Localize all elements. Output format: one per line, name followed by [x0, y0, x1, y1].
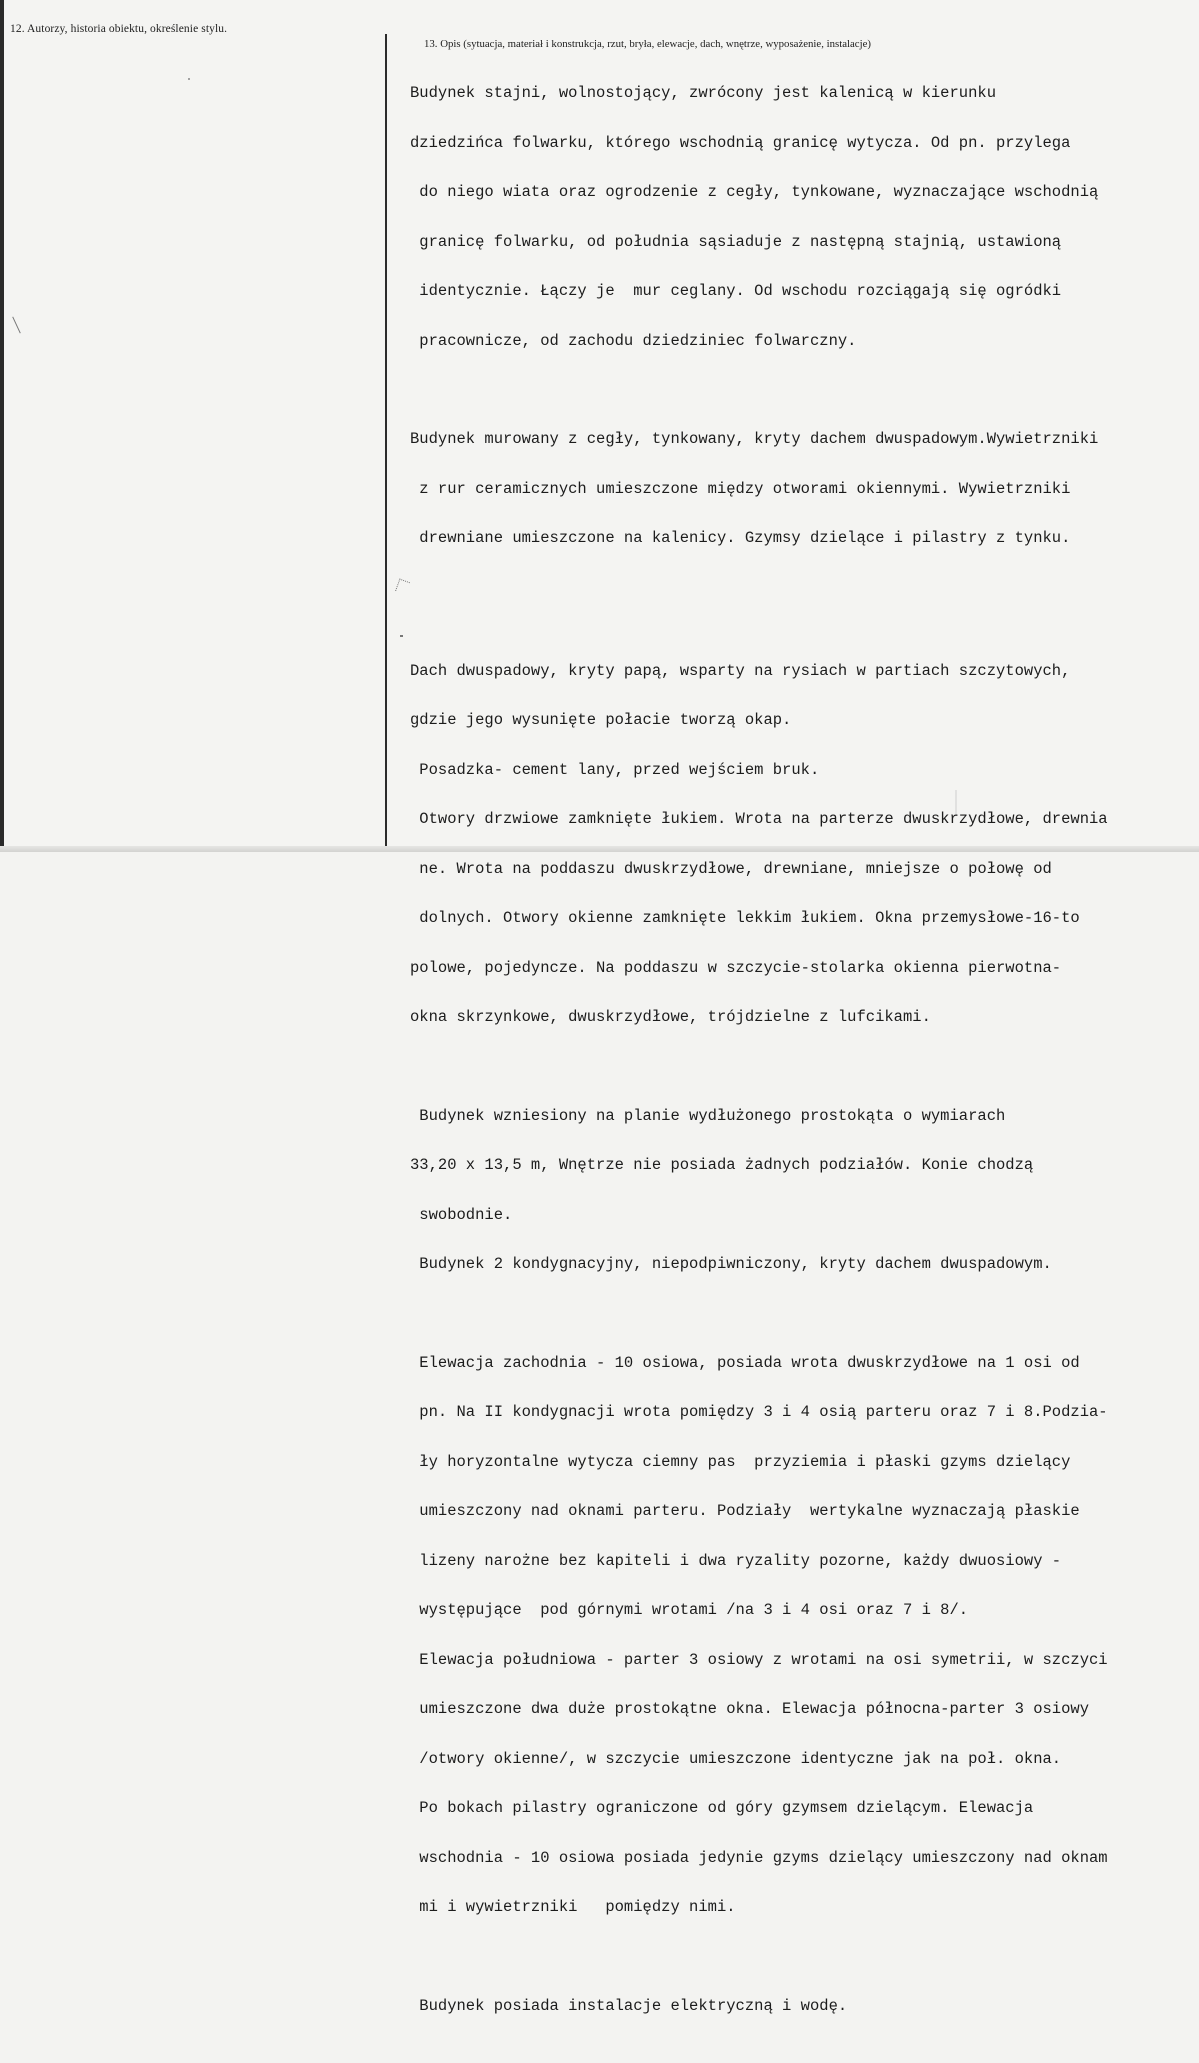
- text-line: Posadzka- cement lany, przed wejściem bruk.: [410, 760, 820, 779]
- text-line: umieszczony nad oknami parteru. Podziały wertykalne wyznaczają płaskie: [410, 1502, 1080, 1520]
- text-line: Elewacja południowa - parter 3 osiowy z wrotami na osi symetrii, w szczyci: [410, 1650, 1108, 1669]
- text-line: występujące pod górnymi wrotami /na 3 i 4 osi oraz 7 i 8/.: [410, 1601, 969, 1619]
- show-through-mark: [955, 790, 969, 816]
- text-line: gdzie jego wysunięte połacie tworzą okap.: [410, 711, 792, 729]
- text-line: /otwory okienne/, w szczycie umieszczone identyczne jak na poł. okna.: [410, 1749, 1062, 1768]
- field-12-label: 12. Autorzy, historia obiektu, określenie stylu.: [10, 23, 228, 35]
- text-line: 33,20 x 13,5 m, Wnętrze nie posiada żadnych podziałów. Konie chodzą: [410, 1156, 1034, 1174]
- text-line: identycznie. Łączy je mur ceglany. Od wschodu rozciągają się ogródki: [410, 282, 1062, 300]
- paragraph-roof-openings: [410, 630, 1190, 1059]
- text-line: pracownicze, od zachodu dziedziniec folwarczny.: [410, 331, 857, 350]
- text-line: drewniane umieszczone na kalenicy. Gzymsy dzielące i pilastry z tynku.: [410, 529, 1071, 547]
- left-edge-border: [0, 0, 4, 852]
- text-line: swobodnie.: [410, 1205, 513, 1224]
- scribble-mark: [395, 579, 410, 595]
- speck-mark: [188, 78, 190, 80]
- field-13-label: 13. Opis (sytuacja, materiał i konstrukcja, rzut, bryła, elewacje, dach, wnętrze, wyposażenie, instalacje): [424, 38, 871, 50]
- text-line: do niego wiata oraz ogrodzenie z cegły, tynkowane, wyznaczające wschodnią: [410, 183, 1099, 201]
- paragraph-plan: [410, 1075, 1190, 1306]
- paragraph-location: [410, 52, 1190, 382]
- text-line: Po bokach pilastry ograniczone od góry gzymsem dzielącym. Elewacja: [410, 1799, 1034, 1817]
- text-line: Budynek stajni, wolnostojący, zwrócony jest kalenicą w kierunku: [410, 84, 996, 102]
- text-line: Budynek wzniesiony na planie wydłużonego prostokąta o wymiarach: [410, 1106, 1006, 1125]
- text-line: dziedzińca folwarku, którego wschodnią granicę wytycza. Od pn. przylega: [410, 133, 1071, 152]
- text-line: polowe, pojedyncze. Na poddaszu w szczycie-stolarka okienna pierwotna-: [410, 958, 1062, 977]
- paragraph-elevations: [410, 1322, 1190, 1949]
- text-line: Elewacja zachodnia - 10 osiowa, posiada wrota dwuskrzydłowe na 1 osi od: [410, 1353, 1080, 1372]
- text-line: umieszczone dwa duże prostokątne okna. Elewacja północna-parter 3 osiowy: [410, 1700, 1090, 1718]
- bottom-paper-edge: [0, 846, 1199, 852]
- text-line: pn. Na II kondygnacji wrota pomiędzy 3 i 4 osią parteru oraz 7 i 8.Podzia-: [410, 1403, 1108, 1421]
- text-line: z rur ceramicznych umieszczone między otworami okiennymi. Wywietrzniki: [410, 479, 1071, 498]
- text-line: Budynek 2 kondygnacyjny, niepodpiwniczony, kryty dachem dwuspadowym.: [410, 1255, 1052, 1273]
- text-line: ły horyzontalne wytycza ciemny pas przyziemia i płaski gzyms dzielący: [410, 1452, 1071, 1471]
- text-line: wschodnia - 10 osiowa posiada jedynie gzyms dzielący umieszczony nad oknam: [410, 1848, 1108, 1867]
- text-line: Otwory drzwiowe zamknięte łukiem. Wrota na parterze dwuskrzydłowe, drewnia: [410, 810, 1108, 828]
- column-divider: [385, 34, 387, 846]
- text-line: mi i wywietrzniki pomiędzy nimi.: [410, 1898, 736, 1916]
- text-line: Dach dwuspadowy, kryty papą, wsparty na rysiach w partiach szczytowych,: [410, 661, 1071, 680]
- text-line: okna skrzynkowe, dwuskrzydłowe, trójdzielne z lufcikami.: [410, 1008, 931, 1026]
- speck-mark: [400, 635, 403, 637]
- text-line: granicę folwarku, od południa sąsiaduje z następną stajnią, ustawioną: [410, 232, 1062, 251]
- paragraph-installations: [410, 1965, 1190, 2048]
- pencil-mark: [12, 317, 21, 334]
- description-text: [410, 52, 1190, 2063]
- text-line: dolnych. Otwory okienne zamknięte lekkim łukiem. Okna przemysłowe-16-to: [410, 909, 1080, 927]
- text-line: ne. Wrota na poddaszu dwuskrzydłowe, drewniane, mniejsze o połowę od: [410, 859, 1052, 878]
- paragraph-construction: [410, 398, 1190, 580]
- text-line: Budynek murowany z cegły, tynkowany, kryty dachem dwuspadowym.Wywietrzniki: [410, 430, 1099, 448]
- text-line: lizeny narożne bez kapiteli i dwa ryzality pozorne, każdy dwuosiowy -: [410, 1551, 1062, 1570]
- text-line: Budynek posiada instalacje elektryczną i wodę.: [410, 1996, 848, 2015]
